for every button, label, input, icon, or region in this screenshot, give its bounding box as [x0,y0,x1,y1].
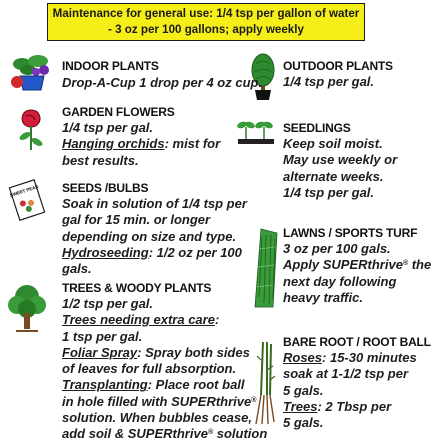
seedlings-icon [236,117,276,145]
roses-label: Roses [283,350,323,365]
indoor-plants-heading: INDOOR PLANTS [62,59,159,73]
trees-line-9-end: solution [213,426,268,442]
lawns-line-3: next day following [283,273,397,289]
trees-line-7 [62,394,267,410]
lawns-apply: Apply [283,257,323,273]
extra-care-colon: : [214,312,220,328]
seeds-bulbs-line-1: Soak in solution of 1/4 tsp per [62,196,247,211]
hanging-orchids-text: : mist for [164,136,221,152]
registered-mark-1: ® [251,396,257,404]
trees-line-2 [62,312,267,328]
trees-line-9-text: add soil & [62,426,128,442]
trees-label: Trees [283,398,318,414]
bare-root-line-4 [283,399,431,415]
seeds-bulbs-line-3: depending on size and type. [62,228,237,244]
hydroseeding-text: : 1/2 oz per 100 [148,244,242,260]
lawns-turf-heading: LAWNS / SPORTS TURF [283,226,418,240]
extra-care-label: Trees needing extra care [62,312,215,328]
indoor-plants-section [62,58,262,91]
foliar-spray-label: Foliar Spray [62,344,138,360]
garden-flowers-line-1: 1/4 tsp per gal. [62,120,154,135]
outdoor-plants-line-1: 1/4 tsp per gal. [283,74,375,89]
tree-icon [6,283,48,333]
trees-woody-section [62,280,267,443]
seeds-bulbs-heading: SEEDS /BULBS [62,181,149,195]
garden-flowers-section [62,104,220,169]
garden-flowers-line-3: best results. [62,152,139,168]
hydroseeding-label: Hydroseeding [62,244,149,260]
lawns-line-4: heavy traffic. [283,289,363,305]
garden-flowers-heading: GARDEN FLOWERS [62,105,175,119]
seeds-bulbs-line-4 [62,245,247,261]
trees-woody-heading: TREES & WOODY PLANTS [62,281,212,295]
roses-text: : 15-30 minutes [322,350,417,365]
seedlings-line-4: 1/4 tsp per gal. [283,184,375,200]
rose-icon [14,106,48,152]
superthrive-brand-2: SUPERthrive [127,426,208,442]
seedlings-line-2: May use weekly or [283,152,398,168]
banner-line-1: Maintenance for general use: 1/4 tsp per gallon of water [52,7,360,20]
potted-plant-icon [8,52,56,92]
transplanting-text: : Place root ball [147,377,245,393]
superthrive-brand-3: SUPERthrive [322,257,403,273]
indoor-plants-line [62,75,262,91]
trees-line-5: of leaves for full absorption. [62,361,237,377]
maintenance-banner [47,3,365,41]
bare-root-line-1 [283,350,431,366]
trees-line-3: 1 tsp per gal. [62,328,143,344]
banner-line-2: - 3 oz per 100 gallons; apply weekly [108,23,304,36]
transplanting-label: Transplanting [62,377,148,393]
garden-flowers-line-2 [62,136,220,152]
drop-a-cup-brand: Drop-A-Cup [62,75,136,90]
registered-mark-2: ® [207,429,214,437]
bare-root-line-2: soak at 1-1/2 tsp per [283,366,408,382]
outdoor-plants-section [283,58,393,90]
indoor-plants-rate: 1 drop per 4 oz cup. [135,75,263,90]
superthrive-brand-1: SUPERthrive [171,393,252,409]
seedlings-heading: SEEDLINGS [283,121,351,135]
seedlings-line-3: alternate weeks. [283,168,384,184]
trees-line-4 [62,345,267,361]
trees-line-9 [62,426,267,442]
hanging-orchids-label: Hanging orchids [62,136,165,152]
bare-root-section [283,334,431,431]
seedlings-line-1: Keep soil moist. [283,136,383,151]
seed-packet-icon [6,178,48,222]
seedlings-section [283,120,397,201]
seeds-bulbs-section [62,180,247,277]
trees-line-6 [62,377,267,393]
bare-root-line-3: 5 gals. [283,382,324,398]
registered-mark-3: ® [402,260,409,268]
lawns-the: the [408,257,431,273]
seeds-bulbs-line-5: gals. [62,261,92,277]
bare-root-line-5: 5 gals. [283,415,324,431]
lawns-line-2 [283,257,431,273]
trees-line-8: solution. When bubbles cease, [62,410,252,426]
trees-text: : 2 Tbsp per [317,398,392,414]
outdoor-plants-heading: OUTDOOR PLANTS [283,59,393,73]
trees-line-7-text: in hole filled with [62,393,172,409]
lawns-line-1: 3 oz per 100 gals. [283,241,391,256]
seed-packet-label: SWEET PEAS [9,184,39,198]
seeds-bulbs-line-2: gal for 15 min. or longer [62,212,211,228]
trees-line-1: 1/2 tsp per gal. [62,296,154,311]
lawns-turf-section [283,225,431,306]
bare-root-heading: BARE ROOT / ROOT BALL [283,335,431,349]
foliar-spray-text: : Spray both sides [137,344,250,360]
